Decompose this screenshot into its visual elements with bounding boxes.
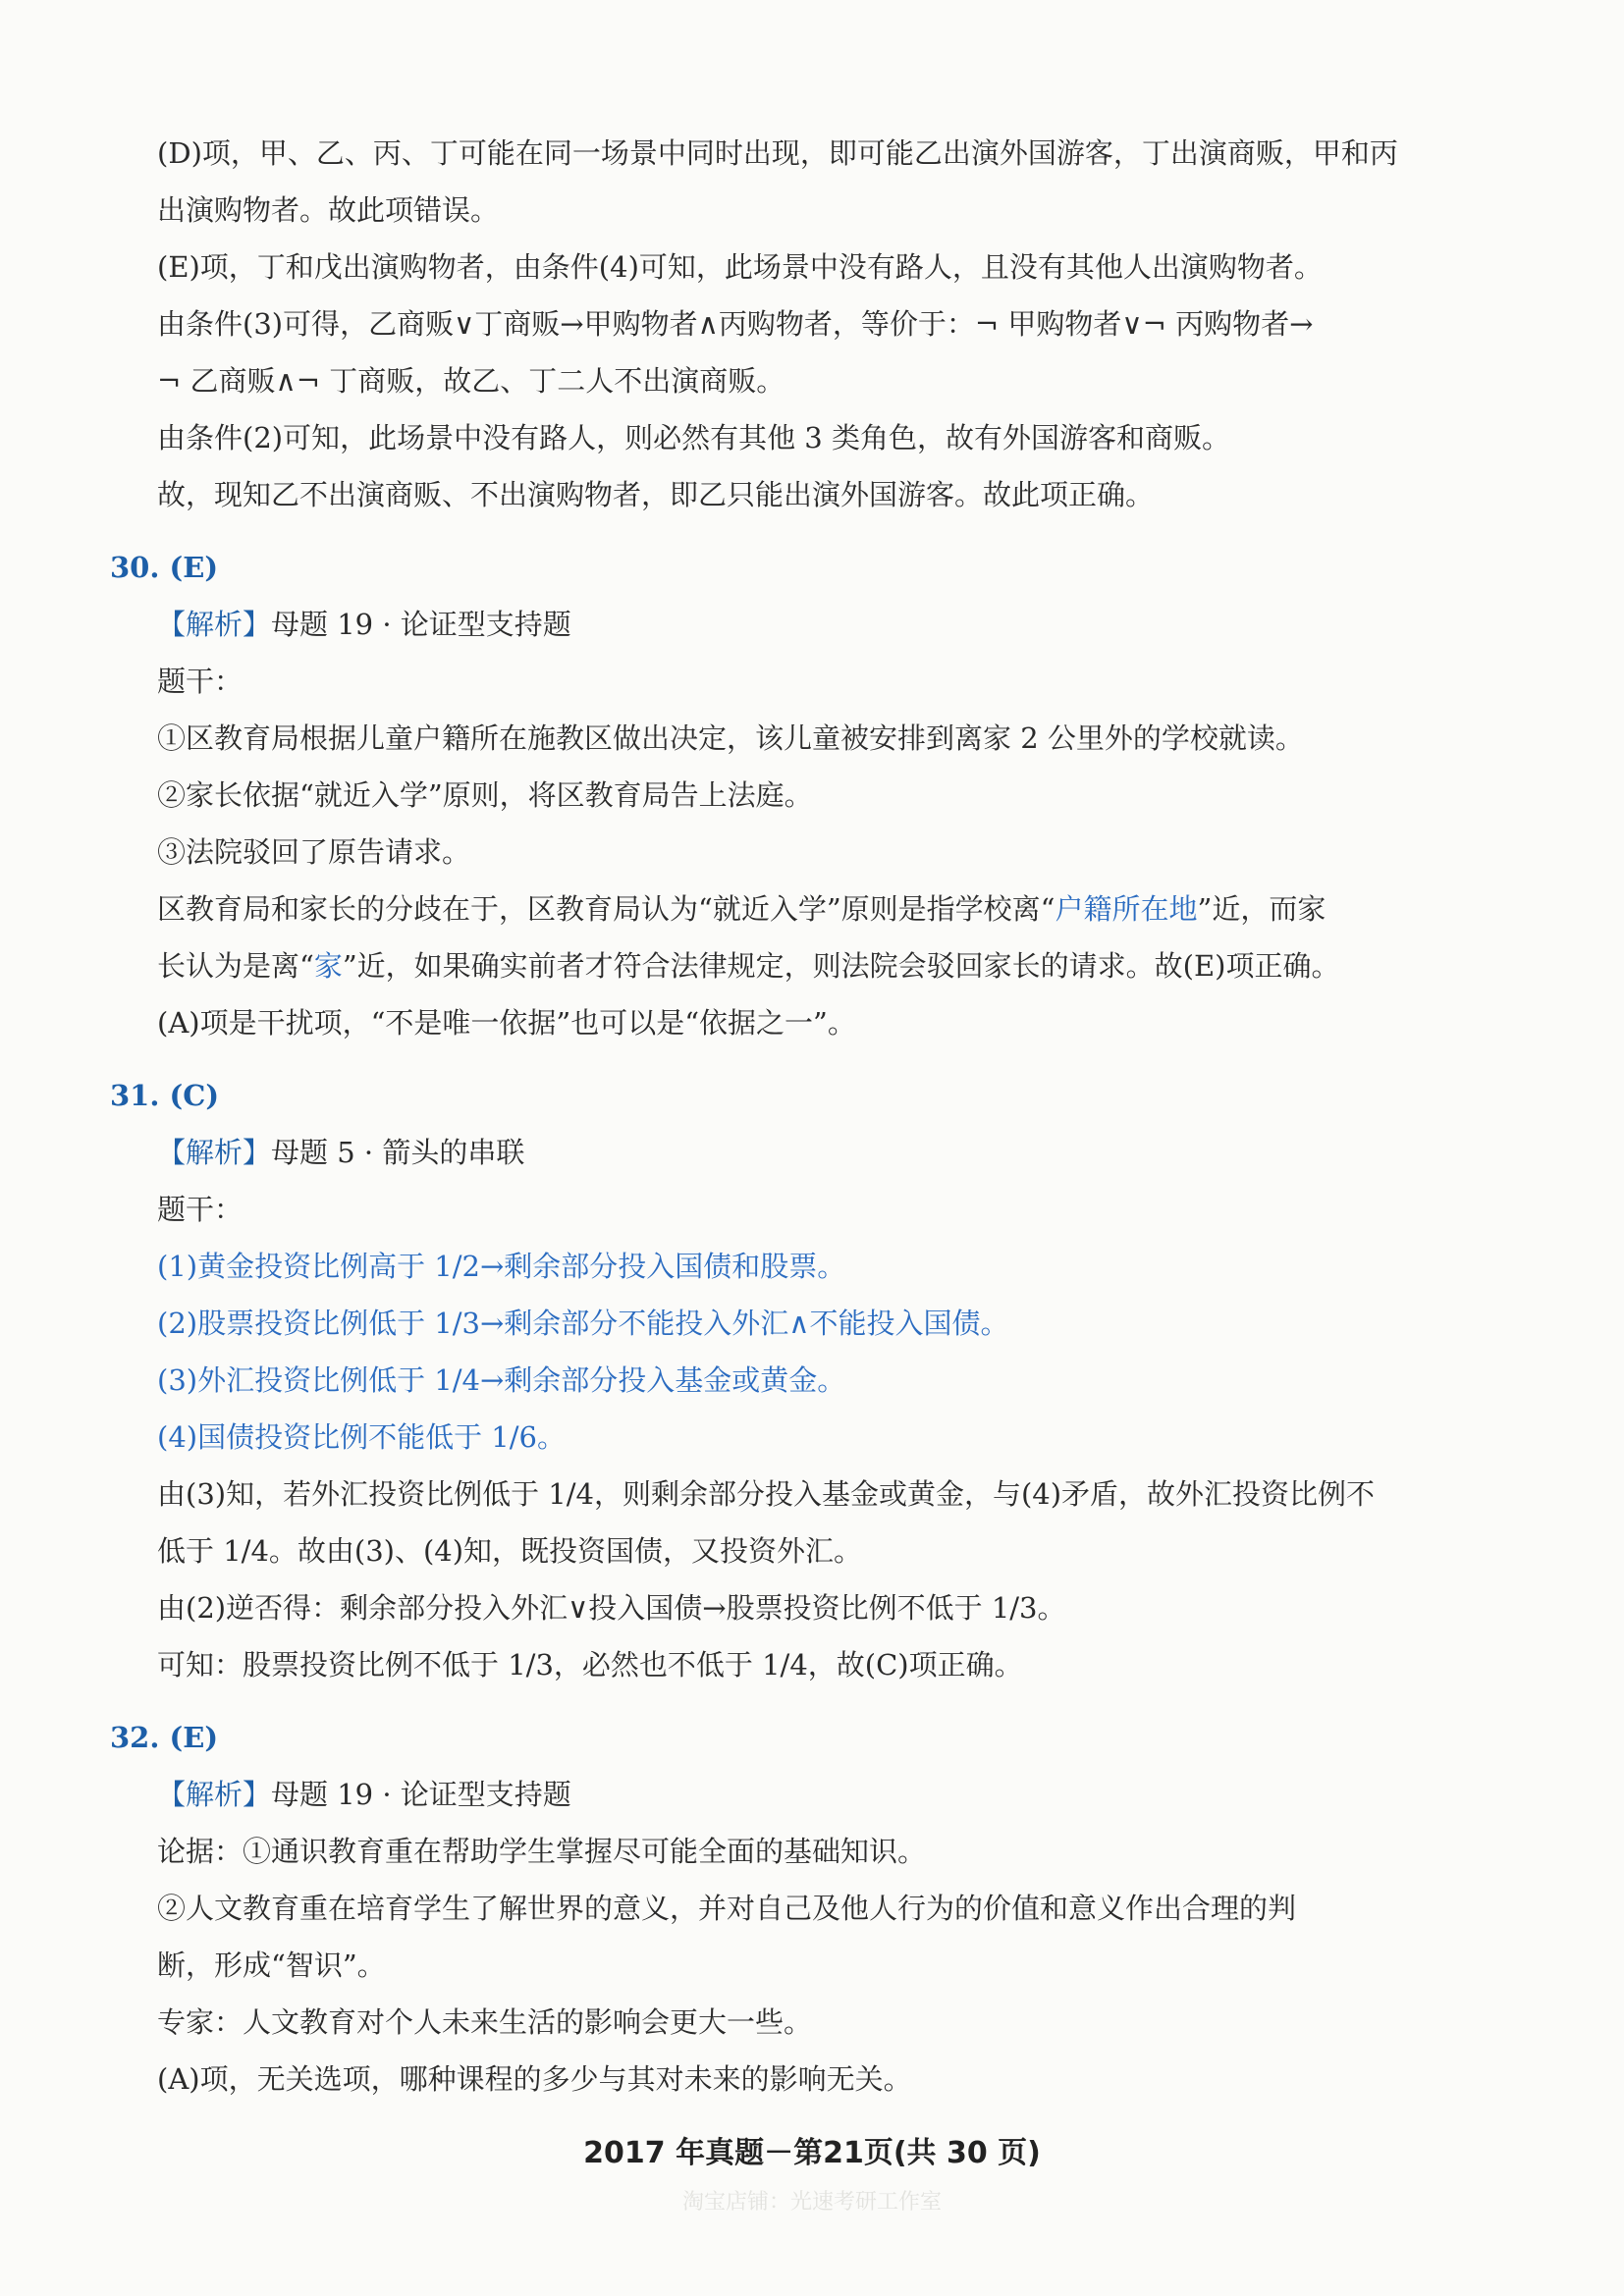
- analysis-heading: [157, 1775, 1453, 1814]
- text-line: 断，形成“智识”。: [157, 1949, 386, 1982]
- text-line: [157, 889, 1453, 929]
- text-span: ”近，而家: [1197, 892, 1326, 926]
- highlight-text: 户籍所在地: [1055, 892, 1198, 926]
- text-line: ②家长依据“就近入学”原则，将区教育局告上法庭。: [157, 778, 813, 812]
- text-span: 区教育局和家长的分歧在于，区教育局认为“就近入学”原则是指学校离“: [157, 892, 1056, 926]
- question-number: 32. (E): [110, 1721, 219, 1754]
- text-line: 专家：人文教育对个人未来生活的影响会更大一些。: [157, 2005, 813, 2039]
- text-line: ③法院驳回了原告请求。: [157, 835, 471, 869]
- condition-line: (4)国债投资比例不能低于 1/6。: [157, 1420, 566, 1454]
- question-number: 31. (C): [110, 1079, 220, 1112]
- text-line: (A)项是干扰项，“不是唯一依据”也可以是“依据之一”。: [157, 1006, 856, 1040]
- text-line: 题干：: [157, 665, 244, 698]
- text-line: ②人文教育重在培育学生了解世界的意义，并对自己及他人行为的价值和意义作出合理的判: [157, 1892, 1297, 1925]
- text-line: 由条件(3)可得，乙商贩∨丁商贩→甲购物者∧丙购物者，等价于：¬ 甲购物者∨¬ 丙购物者→: [157, 307, 1314, 341]
- text-line: (A)项，无关选项，哪种课程的多少与其对未来的影响无关。: [157, 2062, 912, 2096]
- text-line: 论据：①通识教育重在帮助学生掌握尽可能全面的基础知识。: [157, 1835, 927, 1868]
- text-line: 由(3)知，若外汇投资比例低于 1/4，则剩余部分投入基金或黄金，与(4)矛盾，故外汇投资比例不: [157, 1477, 1376, 1511]
- text-line: 题干：: [157, 1193, 244, 1226]
- text-line: ¬ 乙商贩∧¬ 丁商贩，故乙、丁二人不出演商贩。: [157, 364, 785, 398]
- analysis-heading: [157, 1133, 1453, 1172]
- text-line: 故，现知乙不出演商贩、不出演购物者，即乙只能出演外国游客。故此项正确。: [157, 478, 1155, 511]
- condition-line: (3)外汇投资比例低于 1/4→剩余部分投入基金或黄金。: [157, 1363, 846, 1397]
- condition-line: (2)股票投资比例低于 1/3→剩余部分不能投入外汇∧不能投入国债。: [157, 1307, 1009, 1340]
- text-span: 长认为是离“: [157, 949, 314, 983]
- question-number: 30. (E): [110, 551, 219, 584]
- highlight-text: 家: [313, 949, 343, 983]
- text-line: 由条件(2)可知，此场景中没有路人，则必然有其他 3 类角色，故有外国游客和商贩。: [157, 421, 1230, 454]
- text-span: ”近，如果确实前者才符合法律规定，则法院会驳回家长的请求。故(E)项正确。: [342, 949, 1340, 983]
- topic-label: 母题 5 · 箭头的串联: [271, 1136, 525, 1169]
- text-line: 低于 1/4。故由(3)、(4)知，既投资国债，又投资外汇。: [157, 1534, 863, 1568]
- analysis-tag: 【解析】: [157, 1778, 272, 1811]
- analysis-heading: [157, 605, 1453, 644]
- text-line: (D)项，甲、乙、丙、丁可能在同一场景中同时出现，即可能乙出演外国游客，丁出演商贩，甲和丙: [157, 136, 1398, 170]
- topic-label: 母题 19 · 论证型支持题: [271, 1778, 571, 1811]
- page-footer: 2017 年真题－第21页(共 30 页): [583, 2136, 1041, 2170]
- analysis-tag: 【解析】: [157, 608, 272, 641]
- topic-label: 母题 19 · 论证型支持题: [271, 608, 571, 641]
- text-line: [157, 946, 1453, 986]
- text-line: (E)项，丁和戊出演购物者，由条件(4)可知，此场景中没有路人，且没有其他人出演购物者。: [157, 250, 1323, 284]
- text-line: ①区教育局根据儿童户籍所在施教区做出决定，该儿童被安排到离家 2 公里外的学校就读。: [157, 721, 1304, 755]
- condition-line: (1)黄金投资比例高于 1/2→剩余部分投入国债和股票。: [157, 1250, 846, 1283]
- text-line: 可知：股票投资比例不低于 1/3，必然也不低于 1/4，故(C)项正确。: [157, 1648, 1023, 1682]
- watermark: 淘宝店铺：光速考研工作室: [681, 2190, 942, 2215]
- analysis-tag: 【解析】: [157, 1136, 272, 1169]
- text-line: 由(2)逆否得：剩余部分投入外汇∨投入国债→股票投资比例不低于 1/3。: [157, 1591, 1066, 1625]
- text-line: 出演购物者。故此项错误。: [157, 193, 500, 227]
